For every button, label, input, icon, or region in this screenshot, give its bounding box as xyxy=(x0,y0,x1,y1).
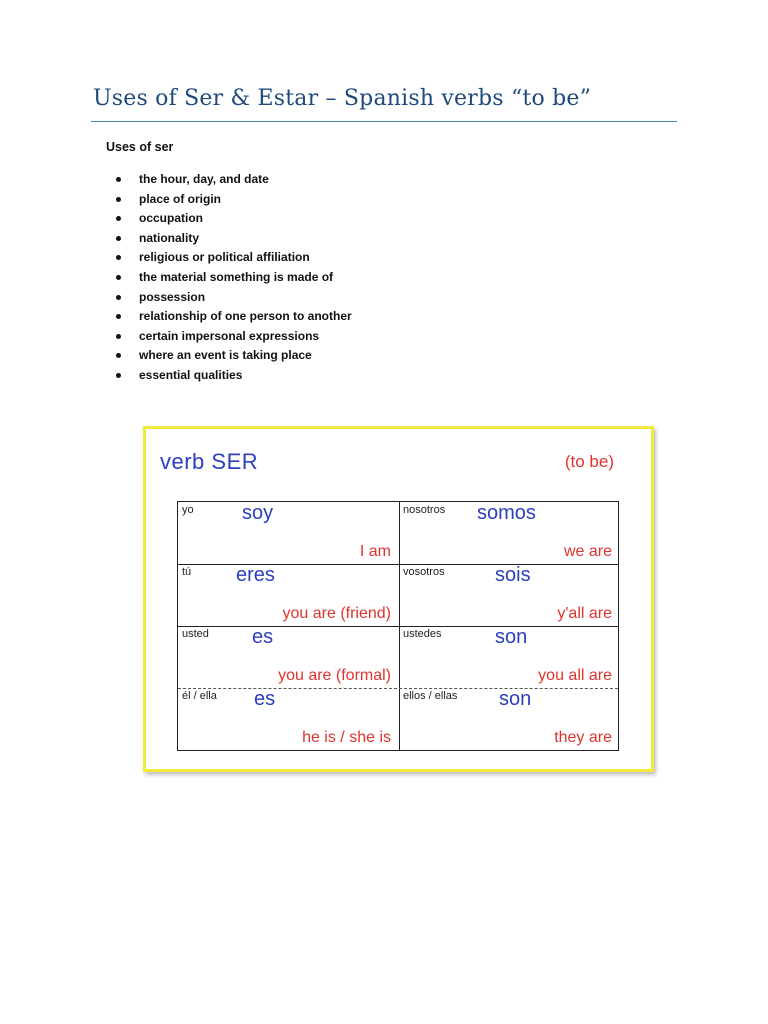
conj-cell-el-ella xyxy=(178,688,399,750)
verb-form: es xyxy=(254,688,276,710)
list-item-text: possession xyxy=(139,289,206,304)
pronoun: ellos / ellas xyxy=(403,690,458,702)
bullet-icon xyxy=(116,177,121,182)
list-item-text: religious or political affiliation xyxy=(139,250,310,265)
bullet-icon xyxy=(116,295,121,300)
bullet-icon xyxy=(116,334,121,339)
list-item-text: place of origin xyxy=(139,191,222,206)
bullet-icon xyxy=(116,236,121,241)
list-item-text: where an event is taking place xyxy=(139,348,312,363)
list-item-text: occupation xyxy=(139,211,204,226)
conj-cell-ellos-ellas xyxy=(399,688,620,750)
list-item xyxy=(115,290,352,310)
uses-of-ser-list xyxy=(115,172,352,388)
list-item xyxy=(115,211,352,231)
english-translation: y'all are xyxy=(557,605,612,622)
english-translation: we are xyxy=(563,543,612,560)
pronoun: ustedes xyxy=(403,628,442,640)
verb-form: son xyxy=(499,688,532,710)
english-translation: you all are xyxy=(538,667,612,684)
conj-cell-nosotros xyxy=(399,502,620,564)
list-item xyxy=(115,192,352,212)
list-item xyxy=(115,329,352,349)
verb-form: eres xyxy=(236,564,275,586)
list-item xyxy=(115,348,352,368)
figure-gloss: (to be) xyxy=(564,452,614,471)
english-translation: he is / she is xyxy=(302,729,391,746)
ser-conjugation-figure xyxy=(143,426,654,772)
conj-cell-ustedes xyxy=(399,626,620,688)
english-translation: you are (friend) xyxy=(282,605,391,622)
figure-title: verb SER xyxy=(160,449,259,474)
pronoun: usted xyxy=(182,628,209,640)
list-item-text: certain impersonal expressions xyxy=(139,328,320,343)
bullet-icon xyxy=(116,353,121,358)
pronoun: vosotros xyxy=(403,566,445,578)
title-underline xyxy=(91,121,677,122)
pronoun: tú xyxy=(182,566,192,578)
conj-cell-tu xyxy=(178,564,399,626)
document-title: Uses of Ser & Estar – Spanish verbs “to be” xyxy=(93,86,592,111)
list-item xyxy=(115,309,352,329)
verb-form: sois xyxy=(495,564,531,586)
english-translation: you are (formal) xyxy=(278,667,391,684)
english-translation: I am xyxy=(359,543,391,560)
list-item-text: the hour, day, and date xyxy=(139,172,269,186)
conjugation-table xyxy=(177,501,619,751)
bullet-icon xyxy=(116,314,121,319)
pronoun: yo xyxy=(182,504,194,516)
list-item xyxy=(115,231,352,251)
english-translation: they are xyxy=(554,729,612,746)
pronoun: nosotros xyxy=(403,504,446,516)
list-item xyxy=(115,172,352,192)
verb-form: es xyxy=(252,626,274,648)
verb-form: son xyxy=(495,626,528,648)
bullet-icon xyxy=(116,275,121,280)
list-item xyxy=(115,270,352,290)
section-heading: Uses of ser xyxy=(106,140,174,154)
bullet-icon xyxy=(116,197,121,202)
verb-form: somos xyxy=(477,502,536,524)
list-item xyxy=(115,250,352,270)
conj-cell-usted xyxy=(178,626,399,688)
list-item-text: essential qualities xyxy=(139,367,243,382)
list-item-text: nationality xyxy=(139,230,200,245)
bullet-icon xyxy=(116,216,121,221)
conj-cell-yo xyxy=(178,502,399,564)
list-item-text: the material something is made of xyxy=(139,269,334,284)
pronoun: él / ella xyxy=(182,690,217,702)
bullet-icon xyxy=(116,255,121,260)
verb-form: soy xyxy=(242,502,274,524)
bullet-icon xyxy=(116,373,121,378)
list-item-text: relationship of one person to another xyxy=(139,309,352,324)
conj-cell-vosotros xyxy=(399,564,620,626)
list-item xyxy=(115,368,352,388)
